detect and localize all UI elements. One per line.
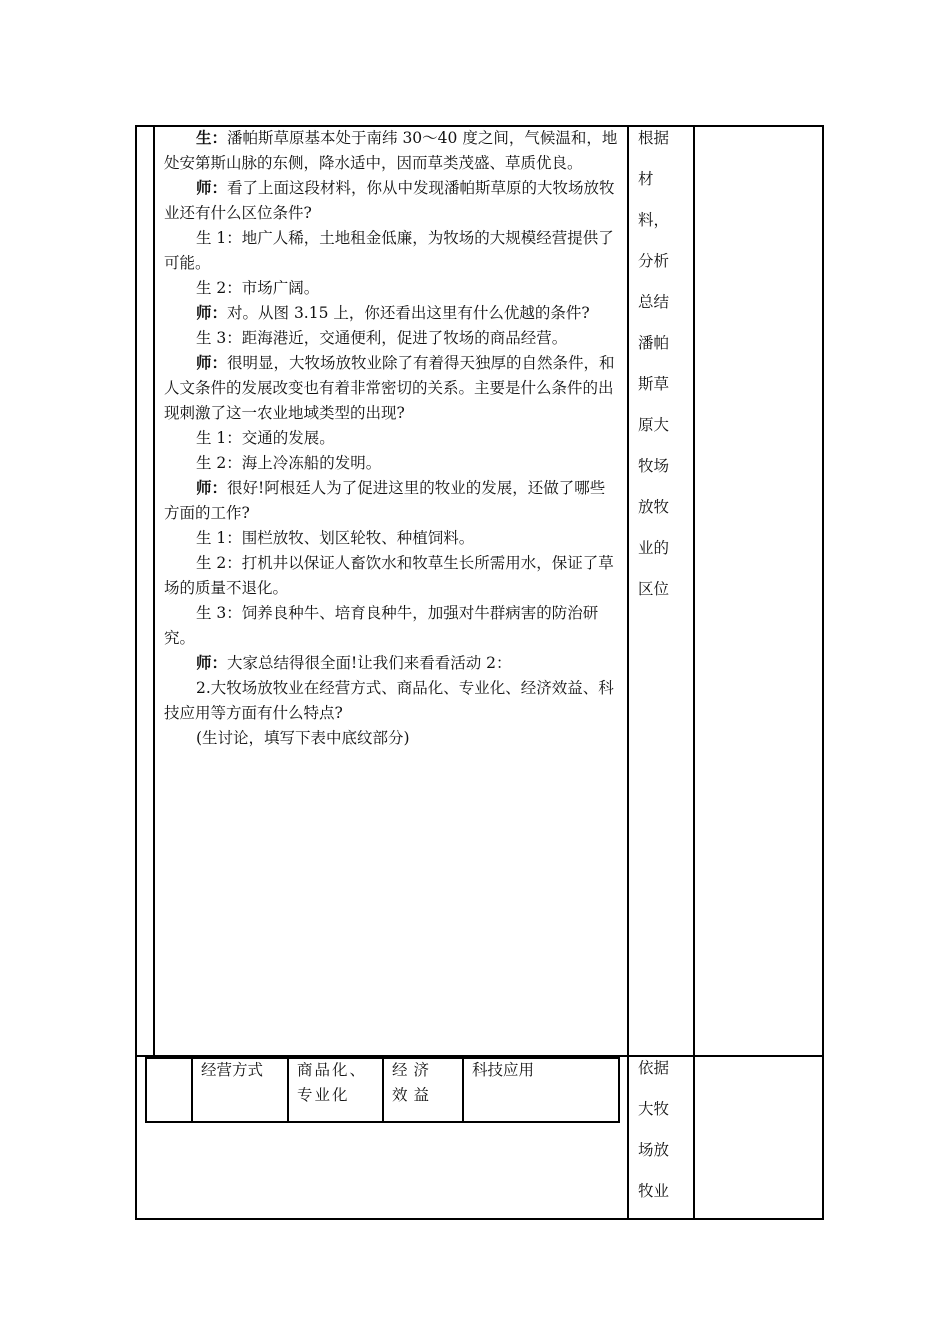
side-note-line: 料， (638, 211, 670, 229)
side-note-line: 依据 (638, 1059, 670, 1077)
side-note-line: 斯草 (638, 375, 670, 393)
inner-table-divider (462, 1057, 464, 1122)
inner-table-divider (287, 1057, 289, 1122)
dialogue-line: 生 1：交通的发展。 (196, 429, 335, 447)
inner-table-divider (191, 1057, 193, 1122)
dialogue-line: 生 1：围栏放牧、划区轮牧、种植饲料。 (196, 529, 475, 547)
dialogue-line: 生 2：海上冷冻船的发明。 (196, 454, 382, 472)
side-note-line: 业的 (638, 539, 670, 557)
side-note-line: 牧业 (638, 1182, 670, 1200)
side-note-line: 牧场 (638, 457, 670, 475)
side-note-line: 总结 (638, 293, 670, 311)
dialogue-line: 师：很明显，大牧场放牧业除了有着得天独厚的自然条件，和人文条件的发展改变也有着非常密切的关系。主要是什么条件的出现刺激了这一农业地域类型的出现? (164, 354, 615, 422)
dialogue-line: 师：对。从图 3.15 上，你还看出这里有什么优越的条件? (196, 304, 590, 322)
side-note-line: 原大 (638, 416, 670, 434)
dialogue-line: 2.大牧场放牧业在经营方式、商品化、专业化、经济效益、科技应用等方面有什么特点? (164, 679, 614, 722)
table-bottom-border (135, 1218, 824, 1220)
speaker-label: 师： (196, 654, 228, 672)
dialogue-line: 生：潘帕斯草原基本处于南纬 30～40 度之间，气候温和，地处安第斯山脉的东侧，降水适中，因而草类茂盛、草质优良。 (164, 129, 618, 172)
dialogue-line: 师：看了上面这段材料，你从中发现潘帕斯草原的大牧场放牧业还有什么区位条件? (164, 179, 615, 222)
side-note-line: 放牧 (638, 498, 670, 516)
table-header-cell: 经济效益 (392, 1061, 436, 1104)
dialogue-line: 师：很好!阿根廷人为了促进这里的牧业的发展，还做了哪些方面的工作? (164, 479, 606, 522)
side-note-bottom (638, 1048, 690, 1212)
side-note-line: 分析 (638, 252, 670, 270)
side-note-line: 潘帕 (638, 334, 670, 352)
dialogue-line: 生 2：打机井以保证人畜饮水和牧草生长所需用水，保证了草场的质量不退化。 (164, 554, 614, 597)
table-header-cell: 商品化、专业化 (297, 1061, 368, 1104)
speaker-label: 师： (196, 479, 228, 497)
side-note-line: 场放 (638, 1141, 670, 1159)
side-note-line: 根据 (638, 129, 670, 147)
table-inner-left-border (153, 125, 155, 1057)
dialogue-line: 师：大家总结得很全面!让我们来看看活动 2： (196, 654, 512, 672)
speaker-label: 师： (196, 304, 228, 322)
dialogue-line: 生 2：市场广阔。 (196, 279, 320, 297)
inner-table-right (618, 1057, 620, 1122)
inner-table-divider (382, 1057, 384, 1122)
dialogue-line: (生讨论，填写下表中底纹部分) (196, 729, 410, 747)
side-note-line: 材 (638, 170, 654, 188)
speaker-label: 师： (196, 354, 228, 372)
side-note-line: 区位 (638, 580, 670, 598)
side-note-line: 大牧 (638, 1100, 670, 1118)
speaker-label: 生： (196, 129, 228, 147)
dialogue-line: 生 3：饲养良种牛、培育良种牛，加强对牛群病害的防治研究。 (164, 604, 599, 647)
table-header-cell: 科技应用 (472, 1061, 535, 1079)
dialogue-block (164, 126, 619, 751)
dialogue-line: 生 1：地广人稀，土地租金低廉，为牧场的大规模经营提供了可能。 (164, 229, 614, 272)
table-header-cell: 经营方式 (201, 1061, 264, 1079)
speaker-label: 师： (196, 179, 228, 197)
side-note-top (638, 118, 690, 610)
inner-table-left (145, 1057, 147, 1122)
dialogue-line: 生 3：距海港近，交通便利，促进了牧场的商品经营。 (196, 329, 568, 347)
